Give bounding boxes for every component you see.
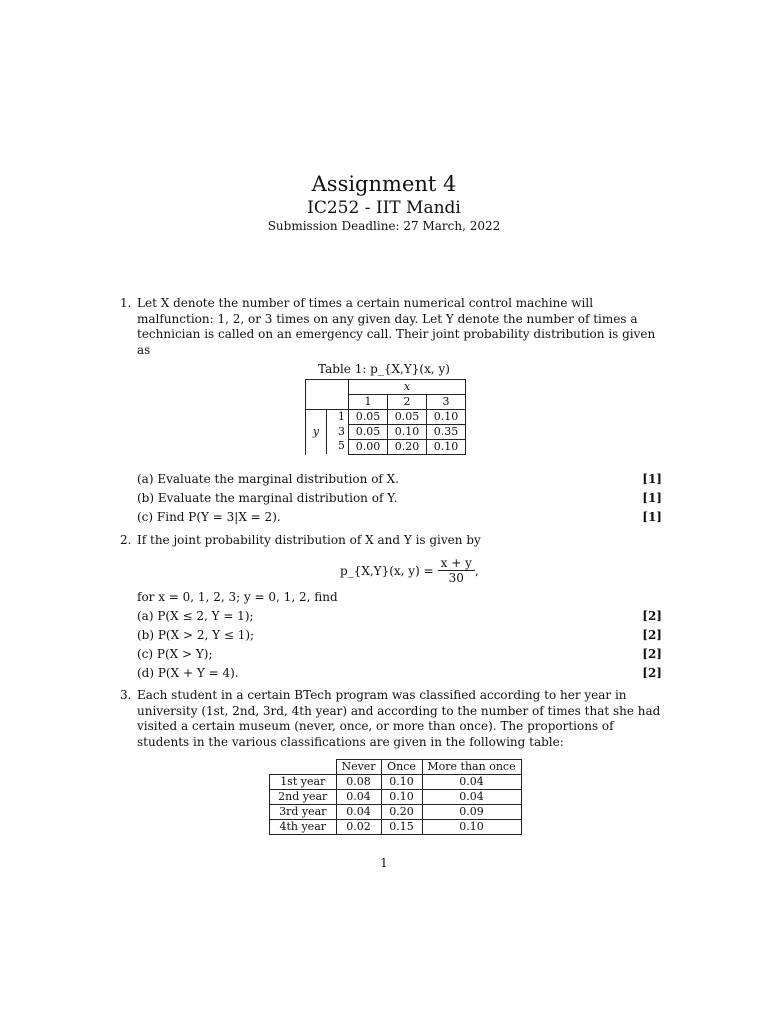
table-cell: 0.09: [422, 805, 521, 820]
q2-part-b-text: (b) P(X > 2, Y ≤ 1);: [137, 628, 255, 642]
table-cell: 0.10: [388, 425, 427, 440]
q1-part-b: [137, 491, 662, 507]
table-corner-2: [306, 395, 349, 410]
q1-part-c-mark: [1]: [642, 510, 662, 524]
joint-pmf-formula: [340, 556, 479, 585]
table-cell: 0.02: [336, 820, 381, 835]
table-cell: 0.08: [336, 775, 381, 790]
q1-part-b-mark: [1]: [642, 491, 662, 505]
joint-distribution-table: [305, 379, 466, 455]
formula-fraction: [438, 556, 475, 585]
assignment-title: Assignment 4: [311, 172, 457, 196]
table-cell: 0.05: [349, 410, 388, 425]
q2-part-b-mark: [2]: [642, 628, 662, 642]
q2-part-d: [137, 666, 662, 682]
q1-part-a-mark: [1]: [642, 472, 662, 486]
q2-part-c-text: (c) P(X > Y);: [137, 647, 213, 661]
x-value-2: 2: [388, 395, 427, 410]
formula-tail: ,: [474, 563, 479, 578]
table-cell: 0.00: [349, 440, 388, 455]
q1-part-a-text: (a) Evaluate the marginal distribution of X.: [137, 472, 400, 486]
question-2-text: If the joint probability distribution of X and Y is given by: [137, 533, 481, 547]
formula-denominator: 30: [448, 571, 464, 585]
column-header-never: Never: [336, 760, 381, 775]
y-value-3: 3: [338, 424, 345, 438]
y-axis-block: [306, 410, 349, 455]
column-header-more-than-once: More than once: [422, 760, 521, 775]
row-label-4th-year: 4th year: [270, 820, 337, 835]
q2-part-a-mark: [2]: [642, 609, 662, 623]
table-cell: 0.20: [381, 805, 422, 820]
table-1-caption: Table 1: p_{X,Y}(x, y): [318, 362, 450, 376]
table-cell: 0.10: [422, 820, 521, 835]
row-label-1st-year: 1st year: [270, 775, 337, 790]
table-cell: 0.20: [388, 440, 427, 455]
q2-part-c-mark: [2]: [642, 647, 662, 661]
page-number: 1: [380, 856, 388, 870]
table-cell: 0.04: [422, 775, 521, 790]
q2-part-a-text: (a) P(X ≤ 2, Y = 1);: [137, 609, 254, 623]
q1-part-a: [137, 472, 662, 488]
table-cell: 0.05: [388, 410, 427, 425]
q1-part-c-text: (c) Find P(Y = 3|X = 2).: [137, 510, 281, 524]
question-3-number: 3.: [120, 688, 132, 702]
table-cell: 0.15: [381, 820, 422, 835]
course-subtitle: IC252 - IIT Mandi: [307, 198, 461, 218]
table-corner: [270, 760, 337, 775]
q2-part-a: [137, 609, 662, 625]
x-value-3: 3: [427, 395, 466, 410]
q2-part-d-mark: [2]: [642, 666, 662, 680]
q2-for-text: for x = 0, 1, 2, 3; y = 0, 1, 2, find: [137, 590, 338, 604]
table-cell: 0.35: [427, 425, 466, 440]
row-label-3rd-year: 3rd year: [270, 805, 337, 820]
table-cell: 0.05: [349, 425, 388, 440]
table-corner: [306, 380, 349, 395]
question-1-text: Let X denote the number of times a certain numerical control machine will malfunction: 1, 2, or 3 times on any given day. Let Y denote the number of times a technician is called on an emergency call. Their joint probability distribution is given as: [137, 296, 656, 357]
table-cell: 0.04: [422, 790, 521, 805]
x-axis-label: x: [349, 380, 466, 395]
q1-part-c: [137, 510, 662, 526]
q2-part-d-text: (d) P(X + Y = 4).: [137, 666, 239, 680]
table-cell: 0.04: [336, 790, 381, 805]
table-cell: 0.10: [427, 440, 466, 455]
formula-numerator: x + y: [438, 556, 475, 571]
museum-visits-table: [269, 759, 522, 835]
table-cell: 0.04: [336, 805, 381, 820]
y-value-1: 1: [338, 410, 345, 424]
y-axis-label: y: [312, 425, 320, 439]
submission-deadline: Submission Deadline: 27 March, 2022: [267, 219, 501, 233]
question-3-text: Each student in a certain BTech program was classified according to her year in university (1st, 2nd, 3rd, 4th year) and according to the number of times that she had visited a certain museum (never, once, or more than once). The proportions of students in the various classifications are given in the following table:: [137, 688, 661, 749]
q2-part-c: [137, 647, 662, 663]
row-label-2nd-year: 2nd year: [270, 790, 337, 805]
y-value-5: 5: [338, 439, 345, 453]
q2-part-b: [137, 628, 662, 644]
table-cell: 0.10: [427, 410, 466, 425]
table-cell: 0.10: [381, 775, 422, 790]
x-value-1: 1: [349, 395, 388, 410]
question-1-number: 1.: [120, 296, 132, 310]
formula-lhs: p_{X,Y}(x, y) =: [340, 563, 434, 578]
table-cell: 0.10: [381, 790, 422, 805]
question-2-number: 2.: [120, 533, 132, 547]
column-header-once: Once: [381, 760, 422, 775]
q1-part-b-text: (b) Evaluate the marginal distribution of Y.: [137, 491, 398, 505]
